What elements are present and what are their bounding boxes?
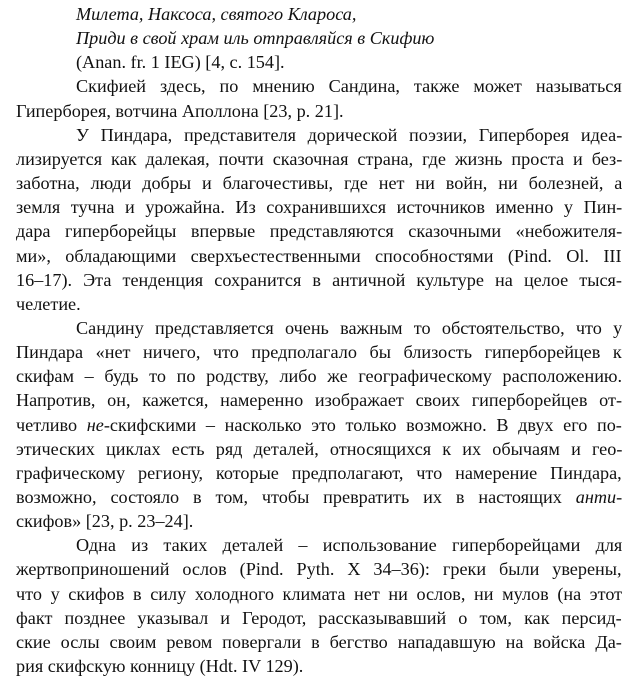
text-run: Пиндара «нет ничего, что предполагало бы близость гиперборейцев к — [16, 342, 622, 363]
text-run: графическому региону, которые предполагают, что намерение Пиндара, — [16, 462, 622, 483]
text-line — [16, 437, 622, 461]
text-run: Гиперборея, вотчина Аполлона [23, р. 21]. — [16, 100, 344, 121]
text-run: рия скифскую конницу (Hdt. IV 129). — [16, 656, 304, 677]
text-line — [16, 219, 622, 243]
italic-text: анти — [575, 487, 617, 507]
text-line — [16, 388, 622, 412]
italic-text: не — [86, 414, 104, 435]
text-run: скифам – будь то по родству, либо же географическому расположению. — [16, 366, 622, 387]
text-line — [16, 99, 344, 123]
text-line — [16, 557, 622, 581]
text-line — [16, 461, 622, 485]
text-line — [16, 582, 622, 606]
text-line — [16, 195, 622, 219]
text-line — [16, 244, 622, 268]
text-line — [76, 533, 622, 557]
quote-line: Приди в свой храм иль отправляйся в Скифию — [76, 28, 435, 49]
text-line — [16, 654, 303, 678]
text-run: четливо — [16, 414, 87, 435]
text-run: Одна из таких деталей – использование гиперборейцами для — [76, 535, 622, 556]
text-line — [16, 413, 622, 437]
text-run: возможно, состояло в том, чтобы превратить их в настоящих — [16, 487, 576, 507]
text-line — [16, 509, 193, 533]
text-line — [16, 606, 622, 630]
text-line — [16, 630, 622, 654]
citation-line: (Anan. fr. 1 IEG) [4, с. 154]. — [76, 52, 285, 73]
text-run: земля тучна и урожайна. Из сохранившихся источников именно у Пин- — [16, 197, 622, 218]
text-run: - — [616, 487, 622, 507]
text-run: что у скифов в силу холодного климата нет ни ослов, ни мулов (на этот — [16, 583, 622, 604]
text-run: жертвоприношений ослов (Pind. Pyth. X 34–36): греки были уверены, — [16, 559, 622, 580]
quote-line: Милета, Наксоса, святого Клароса, — [76, 4, 357, 24]
text-run: дара гиперборейцы впервые представляются сказочными «небожителя- — [16, 221, 622, 242]
text-line — [16, 364, 622, 388]
text-line — [16, 340, 622, 364]
text-run: Сандину представляется очень важным то обстоятельство, что у — [76, 317, 622, 338]
text-run: ми», обладающими сверхъестественными способностями (Pind. Ol. III — [16, 245, 622, 266]
text-run: Напротив, он, кажется, намеренно изображает своих гиперборейцев от- — [16, 390, 622, 411]
text-run: челетие. — [16, 293, 81, 314]
text-run: факт позднее указывал и Геродот, рассказывавший о том, как персид- — [16, 607, 622, 628]
text-line — [16, 485, 622, 509]
text-run: скифов» [23, р. 23–24]. — [16, 511, 194, 532]
text-run: 16–17). Эта тенденция сохранится в античной культуре на целое тыся- — [16, 269, 622, 290]
text-run: ские ослы своим ревом повергали в бегство нападавшую на войска Да- — [16, 631, 622, 652]
text-run: Скифией здесь, по мнению Сандина, также может называться — [76, 76, 622, 97]
text-line — [76, 316, 622, 340]
text-line — [16, 292, 81, 316]
text-line — [76, 123, 622, 147]
text-run: -скифскими – насколько это только возможно. В двух его по- — [103, 414, 622, 435]
text-run: лизируется как далекая, почти сказочная страна, где жизнь проста и без- — [16, 148, 622, 169]
text-run: У Пиндара, представителя дорической поэзии, Гиперборея идеа- — [76, 124, 622, 145]
text-line — [76, 74, 622, 98]
text-run: этических циклах есть ряд деталей, относящихся к их обычаям и гео- — [16, 438, 622, 459]
text-line — [16, 171, 622, 195]
text-line — [16, 268, 622, 292]
text-run: заботна, люди добры и благочестивы, где нет ни войн, ни болезней, а — [16, 173, 622, 194]
text-line — [16, 147, 622, 171]
